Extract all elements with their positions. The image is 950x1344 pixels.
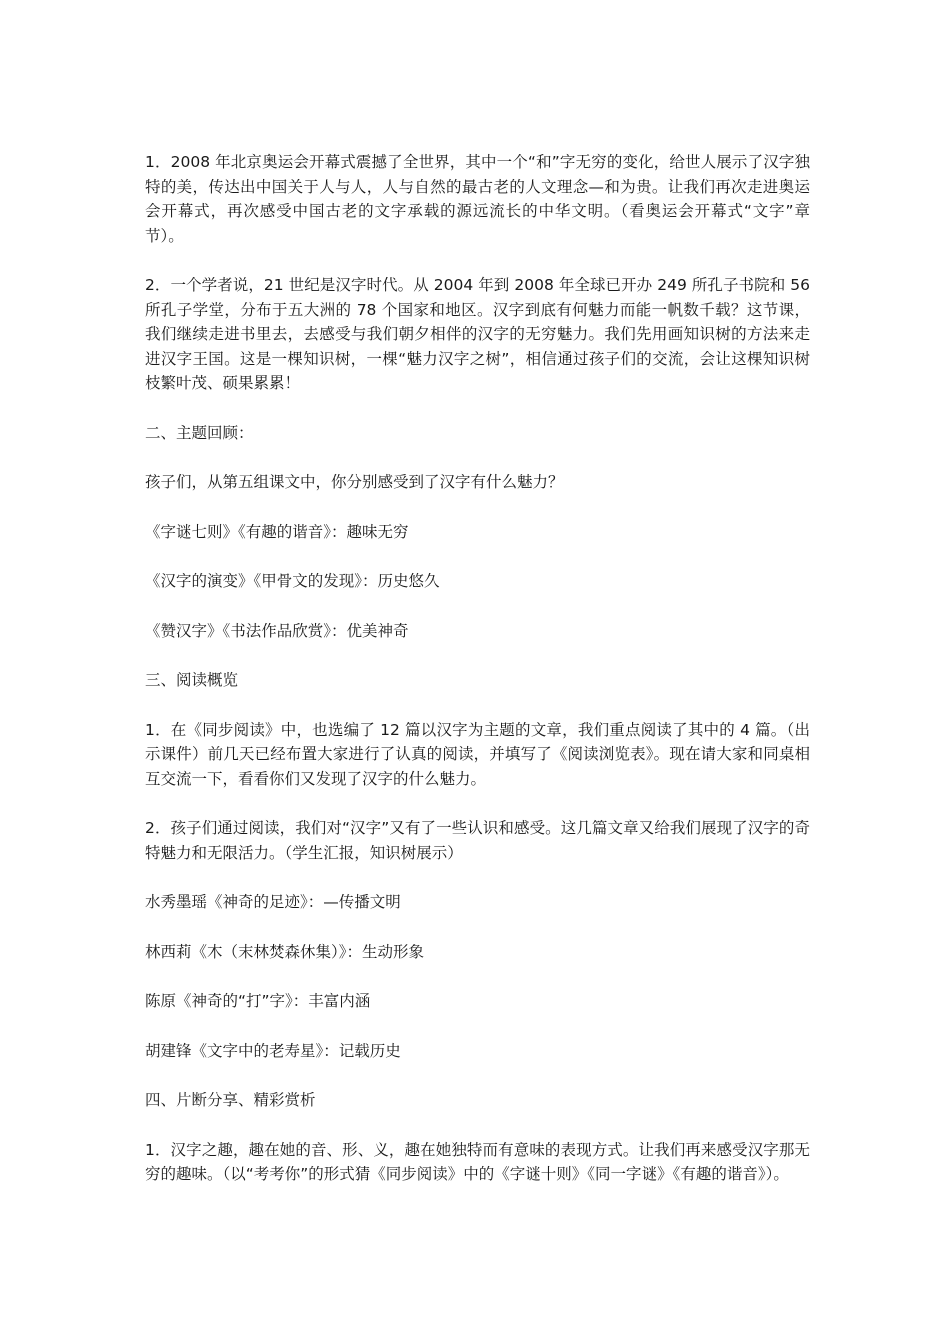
paragraph-question: 孩子们，从第五组课文中，你分别感受到了汉字有什么魅力？	[145, 473, 564, 491]
paragraph-intro-1: 1．2008 年北京奥运会开幕式震撼了全世界，其中一个“和”字无穷的变化，给世人展示了汉字独特的美，传达出中国关于人与人，人与自然的最古老的人文理念—和为贵。让我们再次走进奥运会开幕式，再次感受中国古老的文字承载的源远流长的中华文明。（看奥运会开幕式“文字”章节）。	[145, 153, 810, 245]
list-item-old-characters: 胡建锋《文字中的老寿星》：记载历史	[145, 1041, 401, 1060]
list-item-footprints: 水秀墨瑶《神奇的足迹》：—传播文明	[145, 893, 401, 911]
list-item-riddles: 《字谜七则》《有趣的谐音》：趣味无穷	[145, 522, 409, 541]
section-heading-excerpt-sharing: 四、片断分享、精彩赏析	[145, 1091, 316, 1109]
section-heading-reading-overview: 三、阅读概览	[145, 671, 239, 689]
list-item-da-character: 陈原《神奇的“打”字》：丰富内涵	[145, 992, 371, 1010]
list-item-wood: 林西莉《木（末林焚森休集）》：生动形象	[145, 942, 425, 961]
paragraph-intro-2: 2．一个学者说，21 世纪是汉字时代。从 2004 年到 2008 年全球已开办 249 所孔子书院和 56 所孔子学堂，分布于五大洲的 78 个国家和地区。汉字到底有何魅力而能一帆数千载？这节课，我们继续走进书里去，去感受与我们朝夕相伴的汉字的无穷魅力。我们先用画知识树的方法来走进汉字王国。这是一棵知识树，一棵“魅力汉字之树”，相信通过孩子们的交流，会让这棵知识树枝繁叶茂、硕果累累！	[145, 276, 810, 392]
section-heading-theme-review: 二、主题回顾：	[145, 423, 254, 442]
paragraph-reading-1: 1．在《同步阅读》中，也选编了 12 篇以汉字为主题的文章，我们重点阅读了其中的 4 篇。（出示课件）前几天已经布置大家进行了认真的阅读，并填写了《阅读浏览表》。现在请大家和同桌相互交流一下，看看你们又发现了汉字的什么魅力。	[145, 720, 810, 788]
list-item-evolution: 《汉字的演变》《甲骨文的发现》：历史悠久	[145, 572, 440, 590]
paragraph-excerpt-1: 1．汉字之趣，趣在她的音、形、义，趣在她独特而有意味的表现方式。让我们再来感受汉字那无穷的趣味。（以“考考你”的形式猜《同步阅读》中的《字谜十则》《同一字谜》《有趣的谐音》）。	[145, 1140, 810, 1183]
list-item-praise: 《赞汉字》《书法作品欣赏》：优美神奇	[145, 621, 409, 640]
document-body	[145, 150, 810, 1212]
paragraph-reading-2: 2．孩子们通过阅读，我们对“汉字”又有了一些认识和感受。这几篇文章又给我们展现了汉字的奇特魅力和无限活力。（学生汇报，知识树展示）	[145, 819, 810, 862]
